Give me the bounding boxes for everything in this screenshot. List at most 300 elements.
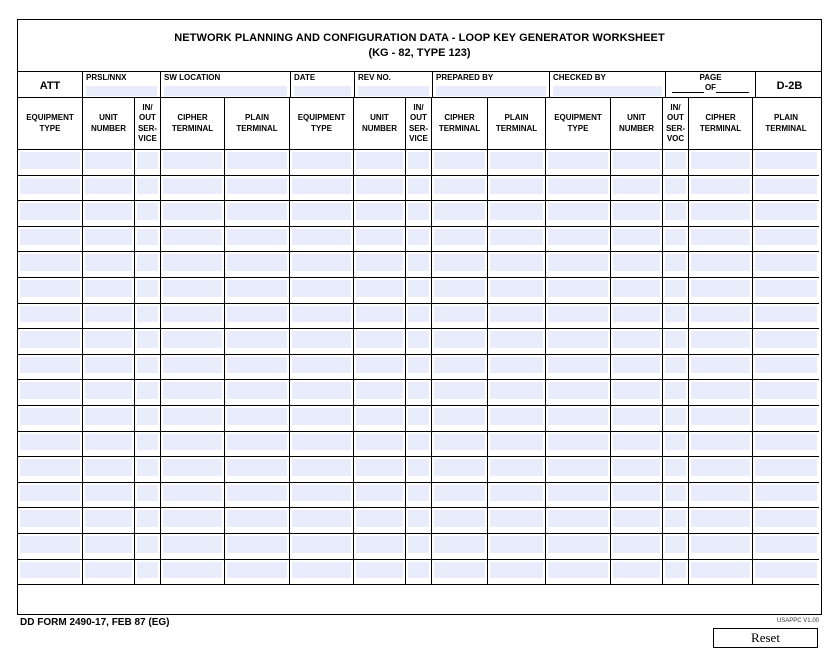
cell-input[interactable] bbox=[356, 485, 403, 502]
cell-input[interactable] bbox=[163, 408, 222, 425]
cell-input[interactable] bbox=[691, 280, 750, 297]
cell-input[interactable] bbox=[691, 382, 750, 399]
cell-input[interactable] bbox=[613, 203, 660, 220]
cell-input[interactable] bbox=[137, 331, 158, 348]
cell-input[interactable] bbox=[163, 331, 222, 348]
cell-input[interactable] bbox=[548, 382, 608, 399]
table-cell bbox=[689, 304, 753, 330]
table-cell bbox=[290, 201, 354, 227]
cell-input[interactable] bbox=[85, 382, 132, 399]
cell-input[interactable] bbox=[691, 536, 750, 553]
cell-input[interactable] bbox=[691, 510, 750, 527]
cell-input[interactable] bbox=[691, 485, 750, 502]
cell-input[interactable] bbox=[665, 459, 686, 476]
cell-input[interactable] bbox=[613, 152, 660, 169]
cell-input[interactable] bbox=[408, 459, 429, 476]
cell-input[interactable] bbox=[163, 382, 222, 399]
cell-input[interactable] bbox=[137, 536, 158, 553]
cell-input[interactable] bbox=[292, 229, 351, 246]
prsl-nnx-field[interactable] bbox=[86, 86, 157, 96]
cell-input[interactable] bbox=[613, 382, 660, 399]
cell-input[interactable] bbox=[20, 536, 80, 553]
worksheet-form bbox=[17, 19, 822, 615]
table-cell bbox=[354, 278, 406, 304]
cell-input[interactable] bbox=[292, 434, 351, 451]
cell-input[interactable] bbox=[755, 510, 817, 527]
att-cell bbox=[18, 72, 83, 98]
cell-input[interactable] bbox=[408, 152, 429, 169]
cell-input[interactable] bbox=[408, 562, 429, 579]
cell-input[interactable] bbox=[20, 229, 80, 246]
table-cell bbox=[18, 252, 83, 278]
cell-input[interactable] bbox=[434, 254, 485, 271]
cell-input[interactable] bbox=[613, 280, 660, 297]
cell-input[interactable] bbox=[356, 152, 403, 169]
cell-input[interactable] bbox=[548, 510, 608, 527]
rev-no-field[interactable] bbox=[358, 86, 429, 96]
sw-location-field[interactable] bbox=[164, 86, 287, 96]
cell-input[interactable] bbox=[163, 254, 222, 271]
cell-input[interactable] bbox=[163, 485, 222, 502]
cell-input[interactable] bbox=[163, 203, 222, 220]
cell-input[interactable] bbox=[408, 254, 429, 271]
table-cell bbox=[225, 176, 290, 202]
cell-input[interactable] bbox=[665, 536, 686, 553]
table-cell bbox=[406, 406, 432, 432]
cell-input[interactable] bbox=[292, 408, 351, 425]
cell-input[interactable] bbox=[20, 382, 80, 399]
cell-input[interactable] bbox=[20, 178, 80, 195]
cell-input[interactable] bbox=[292, 331, 351, 348]
table-cell bbox=[354, 406, 406, 432]
cell-input[interactable] bbox=[548, 229, 608, 246]
cell-input[interactable] bbox=[665, 434, 686, 451]
cell-input[interactable] bbox=[548, 203, 608, 220]
cell-input[interactable] bbox=[548, 306, 608, 323]
cell-input[interactable] bbox=[85, 562, 132, 579]
cell-input[interactable] bbox=[755, 485, 817, 502]
cell-input[interactable] bbox=[20, 331, 80, 348]
cell-input[interactable] bbox=[137, 459, 158, 476]
cell-input[interactable] bbox=[356, 357, 403, 374]
cell-input[interactable] bbox=[85, 485, 132, 502]
reset-button[interactable]: Reset bbox=[713, 628, 818, 648]
cell-input[interactable] bbox=[356, 562, 403, 579]
cell-input[interactable] bbox=[408, 434, 429, 451]
cell-input[interactable] bbox=[85, 178, 132, 195]
cell-input[interactable] bbox=[20, 152, 80, 169]
table-cell bbox=[161, 304, 225, 330]
date-field[interactable] bbox=[294, 86, 351, 96]
cell-input[interactable] bbox=[490, 434, 543, 451]
cell-input[interactable] bbox=[292, 203, 351, 220]
cell-input[interactable] bbox=[137, 280, 158, 297]
cell-input[interactable] bbox=[85, 510, 132, 527]
cell-input[interactable] bbox=[137, 510, 158, 527]
cell-input[interactable] bbox=[548, 357, 608, 374]
cell-input[interactable] bbox=[227, 382, 287, 399]
cell-input[interactable] bbox=[434, 178, 485, 195]
table-cell bbox=[689, 380, 753, 406]
cell-input[interactable] bbox=[292, 280, 351, 297]
cell-input[interactable] bbox=[490, 510, 543, 527]
table-cell bbox=[161, 534, 225, 560]
cell-input[interactable] bbox=[85, 152, 132, 169]
cell-input[interactable] bbox=[434, 382, 485, 399]
cell-input[interactable] bbox=[137, 152, 158, 169]
cell-input[interactable] bbox=[137, 382, 158, 399]
cell-input[interactable] bbox=[356, 306, 403, 323]
cell-input[interactable] bbox=[490, 229, 543, 246]
cell-input[interactable] bbox=[434, 459, 485, 476]
cell-input[interactable] bbox=[227, 562, 287, 579]
cell-input[interactable] bbox=[356, 280, 403, 297]
cell-input[interactable] bbox=[227, 331, 287, 348]
cell-input[interactable] bbox=[548, 408, 608, 425]
cell-input[interactable] bbox=[691, 178, 750, 195]
cell-input[interactable] bbox=[691, 331, 750, 348]
page-number-field[interactable] bbox=[672, 92, 704, 93]
table-cell bbox=[225, 432, 290, 458]
cell-input[interactable] bbox=[548, 152, 608, 169]
cell-input[interactable] bbox=[137, 203, 158, 220]
cell-input[interactable] bbox=[755, 562, 817, 579]
table-cell bbox=[290, 457, 354, 483]
cell-input[interactable] bbox=[755, 408, 817, 425]
table-cell bbox=[225, 355, 290, 381]
cell-input[interactable] bbox=[613, 459, 660, 476]
cell-input[interactable] bbox=[490, 382, 543, 399]
cell-input[interactable] bbox=[85, 203, 132, 220]
table-cell bbox=[354, 304, 406, 330]
cell-input[interactable] bbox=[755, 434, 817, 451]
page-total-field[interactable] bbox=[716, 92, 749, 93]
cell-input[interactable] bbox=[356, 229, 403, 246]
cell-input[interactable] bbox=[755, 178, 817, 195]
table-cell bbox=[406, 534, 432, 560]
table-cell bbox=[432, 227, 488, 253]
cell-input[interactable] bbox=[292, 510, 351, 527]
cell-input[interactable] bbox=[292, 382, 351, 399]
cell-input[interactable] bbox=[434, 408, 485, 425]
cell-input[interactable] bbox=[356, 408, 403, 425]
cell-input[interactable] bbox=[490, 306, 543, 323]
cell-input[interactable] bbox=[665, 408, 686, 425]
cell-input[interactable] bbox=[137, 229, 158, 246]
cell-input[interactable] bbox=[434, 536, 485, 553]
cell-input[interactable] bbox=[85, 357, 132, 374]
table-cell bbox=[611, 227, 663, 253]
cell-input[interactable] bbox=[85, 280, 132, 297]
cell-input[interactable] bbox=[434, 331, 485, 348]
cell-input[interactable] bbox=[137, 306, 158, 323]
cell-input[interactable] bbox=[755, 203, 817, 220]
table-cell bbox=[689, 252, 753, 278]
cell-input[interactable] bbox=[356, 254, 403, 271]
cell-input[interactable] bbox=[691, 408, 750, 425]
cell-input[interactable] bbox=[434, 485, 485, 502]
cell-input[interactable] bbox=[137, 485, 158, 502]
cell-input[interactable] bbox=[137, 408, 158, 425]
cell-input[interactable] bbox=[292, 357, 351, 374]
cell-input[interactable] bbox=[691, 434, 750, 451]
cell-input[interactable] bbox=[408, 408, 429, 425]
cell-input[interactable] bbox=[691, 229, 750, 246]
cell-input[interactable] bbox=[227, 178, 287, 195]
cell-input[interactable] bbox=[434, 203, 485, 220]
cell-input[interactable] bbox=[613, 331, 660, 348]
cell-input[interactable] bbox=[665, 510, 686, 527]
cell-input[interactable] bbox=[490, 408, 543, 425]
cell-input[interactable] bbox=[613, 306, 660, 323]
form-title: NETWORK PLANNING AND CONFIGURATION DATA - LOOP KEY GENERATOR WORKSHEET bbox=[174, 32, 665, 44]
cell-input[interactable] bbox=[490, 485, 543, 502]
cell-input[interactable] bbox=[548, 280, 608, 297]
cell-input[interactable] bbox=[434, 357, 485, 374]
cell-input[interactable] bbox=[490, 203, 543, 220]
cell-input[interactable] bbox=[665, 485, 686, 502]
table-cell bbox=[161, 227, 225, 253]
cell-input[interactable] bbox=[292, 459, 351, 476]
cell-input[interactable] bbox=[490, 357, 543, 374]
cell-input[interactable] bbox=[292, 536, 351, 553]
cell-input[interactable] bbox=[755, 254, 817, 271]
cell-input[interactable] bbox=[755, 331, 817, 348]
cell-input[interactable] bbox=[85, 254, 132, 271]
cell-input[interactable] bbox=[292, 178, 351, 195]
cell-input[interactable] bbox=[163, 306, 222, 323]
cell-input[interactable] bbox=[356, 203, 403, 220]
cell-input[interactable] bbox=[408, 357, 429, 374]
cell-input[interactable] bbox=[292, 306, 351, 323]
cell-input[interactable] bbox=[665, 562, 686, 579]
cell-input[interactable] bbox=[408, 485, 429, 502]
cell-input[interactable] bbox=[227, 408, 287, 425]
cell-input[interactable] bbox=[227, 280, 287, 297]
cell-input[interactable] bbox=[163, 562, 222, 579]
cell-input[interactable] bbox=[613, 357, 660, 374]
cell-input[interactable] bbox=[490, 178, 543, 195]
cell-input[interactable] bbox=[490, 562, 543, 579]
cell-input[interactable] bbox=[20, 408, 80, 425]
cell-input[interactable] bbox=[163, 510, 222, 527]
cell-input[interactable] bbox=[227, 434, 287, 451]
cell-input[interactable] bbox=[408, 331, 429, 348]
cell-input[interactable] bbox=[356, 178, 403, 195]
cell-input[interactable] bbox=[227, 203, 287, 220]
cell-input[interactable] bbox=[691, 562, 750, 579]
cell-input[interactable] bbox=[292, 152, 351, 169]
cell-input[interactable] bbox=[665, 203, 686, 220]
cell-input[interactable] bbox=[548, 331, 608, 348]
column-header-equipment-type-2: EQUIPMENT TYPE bbox=[290, 98, 354, 149]
cell-input[interactable] bbox=[20, 485, 80, 502]
cell-input[interactable] bbox=[548, 254, 608, 271]
form-version: USAPPC V1.00 bbox=[776, 618, 819, 624]
cell-input[interactable] bbox=[548, 562, 608, 579]
cell-input[interactable] bbox=[227, 536, 287, 553]
cell-input[interactable] bbox=[434, 510, 485, 527]
cell-input[interactable] bbox=[691, 203, 750, 220]
cell-input[interactable] bbox=[137, 254, 158, 271]
cell-input[interactable] bbox=[408, 178, 429, 195]
cell-input[interactable] bbox=[20, 459, 80, 476]
cell-input[interactable] bbox=[691, 254, 750, 271]
checked-by-field[interactable] bbox=[553, 86, 662, 96]
cell-input[interactable] bbox=[408, 536, 429, 553]
cell-input[interactable] bbox=[490, 536, 543, 553]
cell-input[interactable] bbox=[613, 254, 660, 271]
cell-input[interactable] bbox=[548, 485, 608, 502]
cell-input[interactable] bbox=[665, 254, 686, 271]
cell-input[interactable] bbox=[490, 280, 543, 297]
table-cell bbox=[354, 534, 406, 560]
cell-input[interactable] bbox=[490, 152, 543, 169]
cell-input[interactable] bbox=[227, 229, 287, 246]
cell-input[interactable] bbox=[227, 357, 287, 374]
table-cell bbox=[161, 508, 225, 534]
cell-input[interactable] bbox=[20, 254, 80, 271]
cell-input[interactable] bbox=[20, 306, 80, 323]
cell-input[interactable] bbox=[227, 510, 287, 527]
cell-input[interactable] bbox=[755, 280, 817, 297]
cell-input[interactable] bbox=[227, 254, 287, 271]
cell-input[interactable] bbox=[163, 459, 222, 476]
cell-input[interactable] bbox=[85, 536, 132, 553]
cell-input[interactable] bbox=[85, 306, 132, 323]
cell-input[interactable] bbox=[755, 459, 817, 476]
cell-input[interactable] bbox=[434, 562, 485, 579]
cell-input[interactable] bbox=[356, 331, 403, 348]
cell-input[interactable] bbox=[490, 254, 543, 271]
cell-input[interactable] bbox=[548, 434, 608, 451]
cell-input[interactable] bbox=[137, 178, 158, 195]
cell-input[interactable] bbox=[755, 152, 817, 169]
cell-input[interactable] bbox=[20, 203, 80, 220]
cell-input[interactable] bbox=[613, 229, 660, 246]
cell-input[interactable] bbox=[755, 536, 817, 553]
cell-input[interactable] bbox=[755, 229, 817, 246]
cell-input[interactable] bbox=[408, 510, 429, 527]
cell-input[interactable] bbox=[691, 459, 750, 476]
cell-input[interactable] bbox=[356, 382, 403, 399]
cell-input[interactable] bbox=[665, 178, 686, 195]
cell-input[interactable] bbox=[665, 331, 686, 348]
cell-input[interactable] bbox=[292, 562, 351, 579]
cell-input[interactable] bbox=[434, 280, 485, 297]
cell-input[interactable] bbox=[163, 357, 222, 374]
cell-input[interactable] bbox=[163, 229, 222, 246]
cell-input[interactable] bbox=[613, 434, 660, 451]
cell-input[interactable] bbox=[613, 536, 660, 553]
cell-input[interactable] bbox=[20, 562, 80, 579]
cell-input[interactable] bbox=[755, 357, 817, 374]
cell-input[interactable] bbox=[548, 178, 608, 195]
cell-input[interactable] bbox=[613, 562, 660, 579]
cell-input[interactable] bbox=[665, 357, 686, 374]
cell-input[interactable] bbox=[665, 152, 686, 169]
column-header-unit-number-2: UNIT NUMBER bbox=[354, 98, 406, 149]
cell-input[interactable] bbox=[490, 331, 543, 348]
cell-input[interactable] bbox=[163, 434, 222, 451]
cell-input[interactable] bbox=[613, 408, 660, 425]
cell-input[interactable] bbox=[665, 382, 686, 399]
cell-input[interactable] bbox=[613, 485, 660, 502]
cell-input[interactable] bbox=[292, 485, 351, 502]
cell-input[interactable] bbox=[434, 306, 485, 323]
cell-input[interactable] bbox=[434, 434, 485, 451]
cell-input[interactable] bbox=[755, 306, 817, 323]
cell-input[interactable] bbox=[137, 562, 158, 579]
page-cell bbox=[666, 72, 756, 98]
cell-input[interactable] bbox=[691, 357, 750, 374]
cell-input[interactable] bbox=[408, 203, 429, 220]
table-cell bbox=[663, 432, 689, 458]
cell-input[interactable] bbox=[20, 434, 80, 451]
cell-input[interactable] bbox=[85, 459, 132, 476]
cell-input[interactable] bbox=[548, 459, 608, 476]
cell-input[interactable] bbox=[434, 229, 485, 246]
cell-input[interactable] bbox=[691, 306, 750, 323]
cell-input[interactable] bbox=[356, 536, 403, 553]
cell-input[interactable] bbox=[163, 178, 222, 195]
cell-input[interactable] bbox=[691, 152, 750, 169]
cell-input[interactable] bbox=[163, 280, 222, 297]
table-cell bbox=[83, 150, 135, 176]
cell-input[interactable] bbox=[85, 408, 132, 425]
table-cell bbox=[432, 483, 488, 509]
cell-input[interactable] bbox=[356, 459, 403, 476]
cell-input[interactable] bbox=[490, 459, 543, 476]
cell-input[interactable] bbox=[665, 280, 686, 297]
cell-input[interactable] bbox=[548, 536, 608, 553]
cell-input[interactable] bbox=[137, 357, 158, 374]
cell-input[interactable] bbox=[227, 152, 287, 169]
table-cell bbox=[354, 355, 406, 381]
cell-input[interactable] bbox=[665, 229, 686, 246]
cell-input[interactable] bbox=[613, 510, 660, 527]
cell-input[interactable] bbox=[408, 306, 429, 323]
cell-input[interactable] bbox=[163, 152, 222, 169]
cell-input[interactable] bbox=[137, 434, 158, 451]
cell-input[interactable] bbox=[227, 306, 287, 323]
cell-input[interactable] bbox=[613, 178, 660, 195]
table-cell bbox=[663, 355, 689, 381]
cell-input[interactable] bbox=[227, 459, 287, 476]
table-cell bbox=[406, 560, 432, 586]
cell-input[interactable] bbox=[408, 280, 429, 297]
cell-input[interactable] bbox=[292, 254, 351, 271]
cell-input[interactable] bbox=[85, 331, 132, 348]
cell-input[interactable] bbox=[755, 382, 817, 399]
cell-input[interactable] bbox=[408, 382, 429, 399]
prepared-by-field[interactable] bbox=[436, 86, 546, 96]
cell-input[interactable] bbox=[356, 510, 403, 527]
cell-input[interactable] bbox=[85, 229, 132, 246]
table-cell bbox=[663, 176, 689, 202]
cell-input[interactable] bbox=[20, 510, 80, 527]
cell-input[interactable] bbox=[227, 485, 287, 502]
cell-input[interactable] bbox=[434, 152, 485, 169]
cell-input[interactable] bbox=[163, 536, 222, 553]
cell-input[interactable] bbox=[85, 434, 132, 451]
cell-input[interactable] bbox=[356, 434, 403, 451]
column-header-plain-terminal-2: PLAIN TERMINAL bbox=[488, 98, 546, 149]
cell-input[interactable] bbox=[665, 306, 686, 323]
cell-input[interactable] bbox=[20, 357, 80, 374]
cell-input[interactable] bbox=[20, 280, 80, 297]
cell-input[interactable] bbox=[408, 229, 429, 246]
